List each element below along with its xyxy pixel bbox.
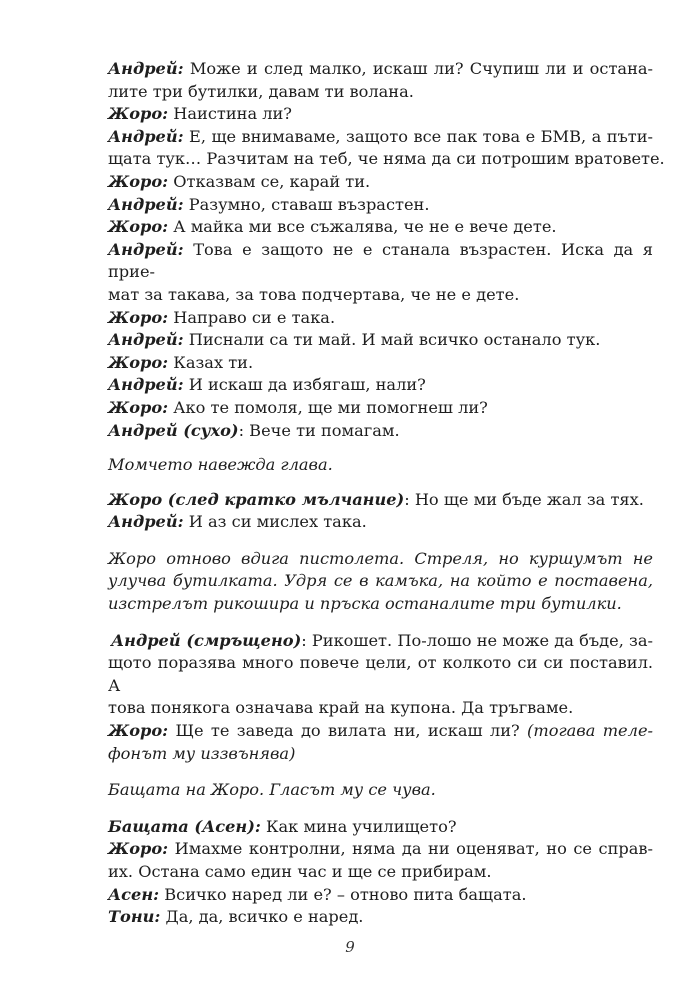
text-line [108,81,653,104]
speaker-label: Жоро: [108,721,169,741]
spacer [108,616,653,630]
text-line [108,58,653,81]
text-line [108,838,653,861]
speaker-label: Жоро: [108,104,169,124]
dialogue-text: Ще те заведа до вилата ни, искаш ли? [168,721,528,741]
text-line [108,861,653,884]
spacer [108,534,653,548]
text-line [108,697,653,720]
dialogue-text: Направо си е така. [168,307,336,327]
text-line [108,352,653,375]
dialogue-text: Писнали са ти май. И май всичко останало тук. [183,330,601,350]
text-line [108,374,653,397]
text-line [108,397,653,420]
text-line [108,652,653,697]
dialogue-text: Е, ще внимаваме, защото все пак това е БМВ, а пъти- [183,126,653,146]
stage-inline: фонът му иззвънява) [108,743,296,763]
page-body [108,58,665,929]
dialogue-text: Отказвам се, карай ти. [168,171,371,191]
spacer [108,442,653,454]
speaker-label: Андрей: [108,239,184,259]
text-line [108,126,653,149]
dialogue-text: това понякога означава край на купона. Да тръгваме. [108,698,574,718]
dialogue-text: : Рикошет. По-лошо не може да бъде, за- [301,630,653,650]
page-number: 9 [345,938,355,956]
dialogue-text: лите три бутилки, давам ти волана. [108,81,414,101]
stage-inline: (тогава теле- [527,721,653,741]
stage-direction: изстрелът рикошира и пръска останалите три бутилки. [108,594,622,614]
dialogue-text: Имахме контролни, няма да ни оценяват, но се справ- [168,839,653,859]
text-line [108,884,653,907]
speaker-label: Андрей: [108,375,184,395]
text-line [108,743,653,766]
speaker-label: Жоро: [108,397,169,417]
dialogue-text: Ако те помоля, ще ми помогнеш ли? [168,397,488,417]
speaker-label: Тони: [108,907,161,927]
spacer [108,477,653,489]
speaker-label: Асен: [108,884,160,904]
dialogue-text: Разумно, ставаш възрастен. [183,194,430,214]
text-line [108,103,653,126]
text-line [108,816,653,839]
text-line [108,420,653,443]
dialogue-text: Това е защото не е станала възрастен. Иска да я прие- [108,239,653,282]
dialogue-text: Как мина училището? [260,816,457,836]
dialogue-text: И искаш да избягаш, нали? [183,375,426,395]
text-line [108,511,653,534]
dialogue-text: Казах ти. [168,352,254,372]
stage-direction: Бащата на Жоро. Гласът му се чува. [108,780,436,800]
text-line [108,239,653,284]
speaker-label: Жоро: [108,352,169,372]
dialogue-text: Може и след малко, искаш ли? Счупиш ли и остана- [183,59,653,78]
speaker-label: Андрей: [108,59,184,78]
spacer [108,765,653,779]
dialogue-text: их. Остана само един час и ще се прибирам. [108,862,492,881]
text-line [108,630,653,653]
dialogue-text: мат за такава, за това подчертава, че не е дете. [108,284,520,304]
text-line [108,148,665,171]
speaker-label: Жоро: [108,307,169,327]
text-line [108,194,653,217]
speaker-label: Андрей: [108,330,184,350]
text-line [108,329,653,352]
text-line [108,906,653,929]
dialogue-text: щата тук… Разчитам на теб, че няма да си потрошим вратовете. [108,149,665,169]
spacer [108,802,653,816]
stage-direction: Жоро отново вдига пистолета. Стреля, но куршумът не [108,548,653,568]
dialogue-text: Да, да, всичко е наред. [160,907,364,927]
text-line [108,307,653,330]
dialogue-text: А майка ми все съжалява, че не е вече дете. [168,217,557,237]
speaker-label: Андрей: [108,194,184,214]
text-line [108,171,653,194]
speaker-label: Андрей: [108,126,184,146]
speaker-label: Андрей (сухо) [108,420,239,440]
text-line [108,284,653,307]
dialogue-text: Наистина ли? [168,104,292,124]
dialogue-text: : Но ще ми бъде жал за тях. [404,489,644,509]
dialogue-text: И аз си мислех така. [183,512,367,532]
speaker-label: Жоро: [108,217,169,237]
text-line [108,489,653,512]
text-line [108,216,653,239]
stage-direction: улучва бутилката. Удря се в камъка, на който е поставена, [108,571,653,591]
dialogue-text: Всичко наред ли е? – отново пита бащата. [159,884,527,904]
dialogue-text: : Вече ти помагам. [238,420,400,440]
speaker-label: Андрей: [108,512,184,532]
speaker-label: Андрей (смръщено) [111,630,302,650]
speaker-label: Жоро (след кратко мълчание) [108,489,405,509]
stage-direction: Момчето навежда глава. [108,455,333,475]
speaker-label: Бащата (Асен): [108,816,261,836]
dialogue-text: щото поразява много повече цели, от колкото си си поставил. А [108,653,653,695]
text-line [108,720,653,743]
speaker-label: Жоро: [108,171,169,191]
speaker-label: Жоро: [108,839,169,859]
